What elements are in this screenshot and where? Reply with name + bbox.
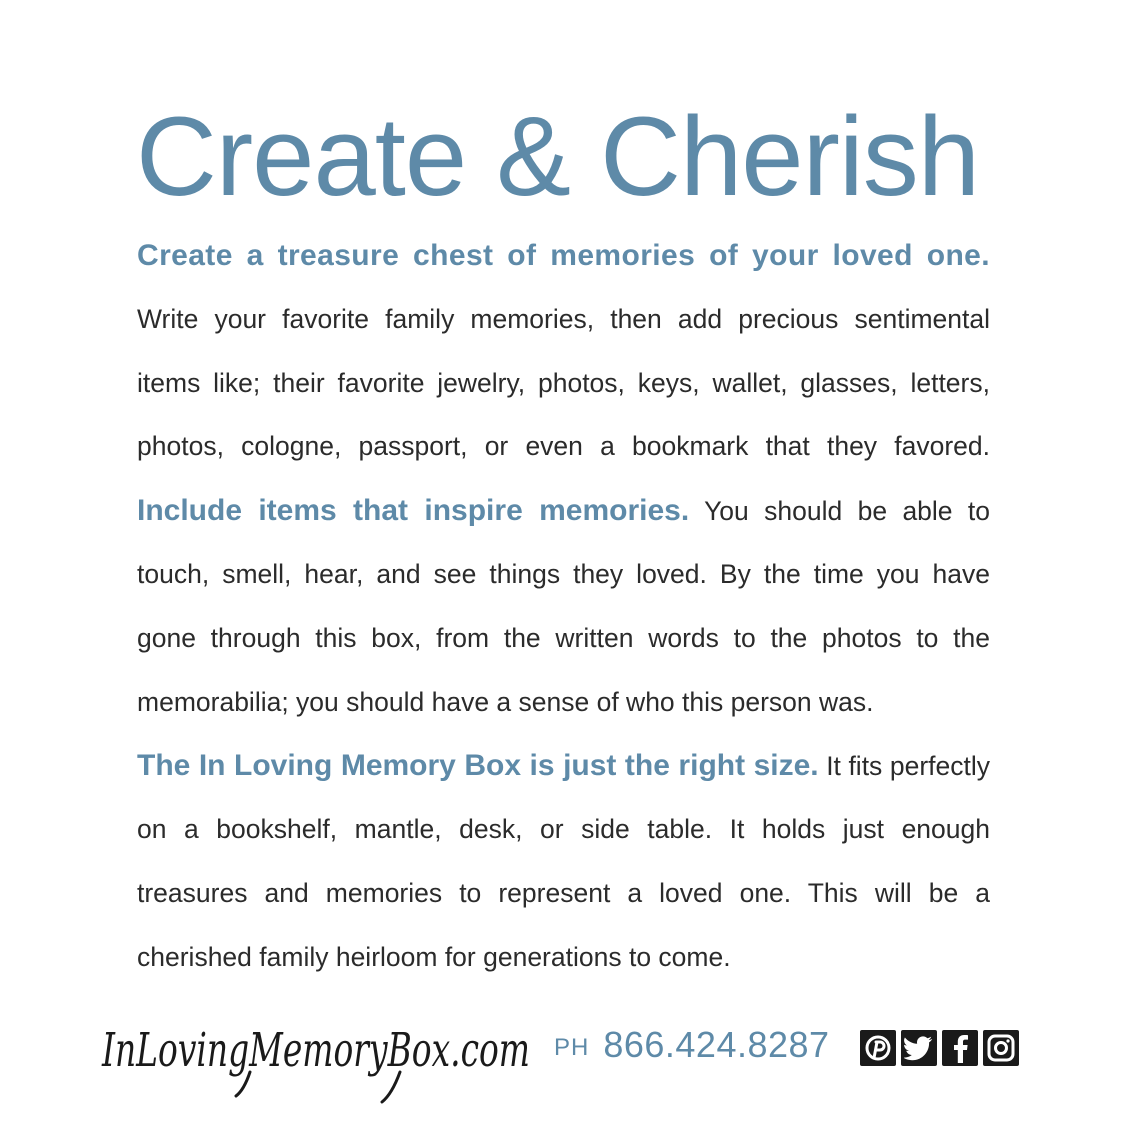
paragraph-3-lead-line xyxy=(137,734,990,798)
paragraph-2-line: touch, smell, hear, and see things they loved. By the time you have xyxy=(137,558,990,589)
footer xyxy=(0,1006,1143,1116)
paragraph-2-lead-line xyxy=(137,479,990,543)
body-text xyxy=(137,224,990,990)
page-title: Create & Cherish xyxy=(136,94,980,219)
phone-info xyxy=(554,1024,830,1066)
paragraph-1-line: photos, cologne, passport, or even a bookmark that they favored. xyxy=(137,431,990,462)
phone-number[interactable]: 866.424.8287 xyxy=(603,1024,830,1065)
brand-logo[interactable] xyxy=(100,1016,540,1106)
logo-text: InLovingMemoryBox.com xyxy=(101,1023,530,1078)
paragraph-2-heading: Include items that inspire memories. xyxy=(137,494,690,528)
phone-label: PH xyxy=(554,1034,590,1061)
social-links xyxy=(860,1030,1019,1066)
paragraph-3-line: treasures and memories to represent a loved one. This will be a xyxy=(137,877,990,908)
instagram-icon[interactable] xyxy=(983,1030,1019,1066)
paragraph-1-line: items like; their favorite jewelry, photos, keys, wallet, glasses, letters, xyxy=(137,367,990,398)
paragraph-1-heading-line xyxy=(137,224,990,288)
paragraph-1-line: Write your favorite family memories, then add precious sentimental xyxy=(137,303,990,334)
paragraph-3-lead-rest: It fits perfectly xyxy=(826,751,990,782)
facebook-icon[interactable] xyxy=(942,1030,978,1066)
paragraph-1-heading: Create a treasure chest of memories of your loved one. xyxy=(137,239,990,272)
paragraph-2-line: gone through this box, from the written words to the photos to the xyxy=(137,622,990,653)
twitter-icon[interactable] xyxy=(901,1030,937,1066)
paragraph-2-lead-rest: You should be able to xyxy=(704,496,991,527)
paragraph-3-line: cherished family heirloom for generations to come. xyxy=(137,941,731,972)
paragraph-3-heading: The In Loving Memory Box is just the right size. xyxy=(137,749,819,783)
paragraph-3-line: on a bookshelf, mantle, desk, or side table. It holds just enough xyxy=(137,814,990,845)
pinterest-icon[interactable] xyxy=(860,1030,896,1066)
paragraph-2-line: memorabilia; you should have a sense of who this person was. xyxy=(137,686,874,717)
